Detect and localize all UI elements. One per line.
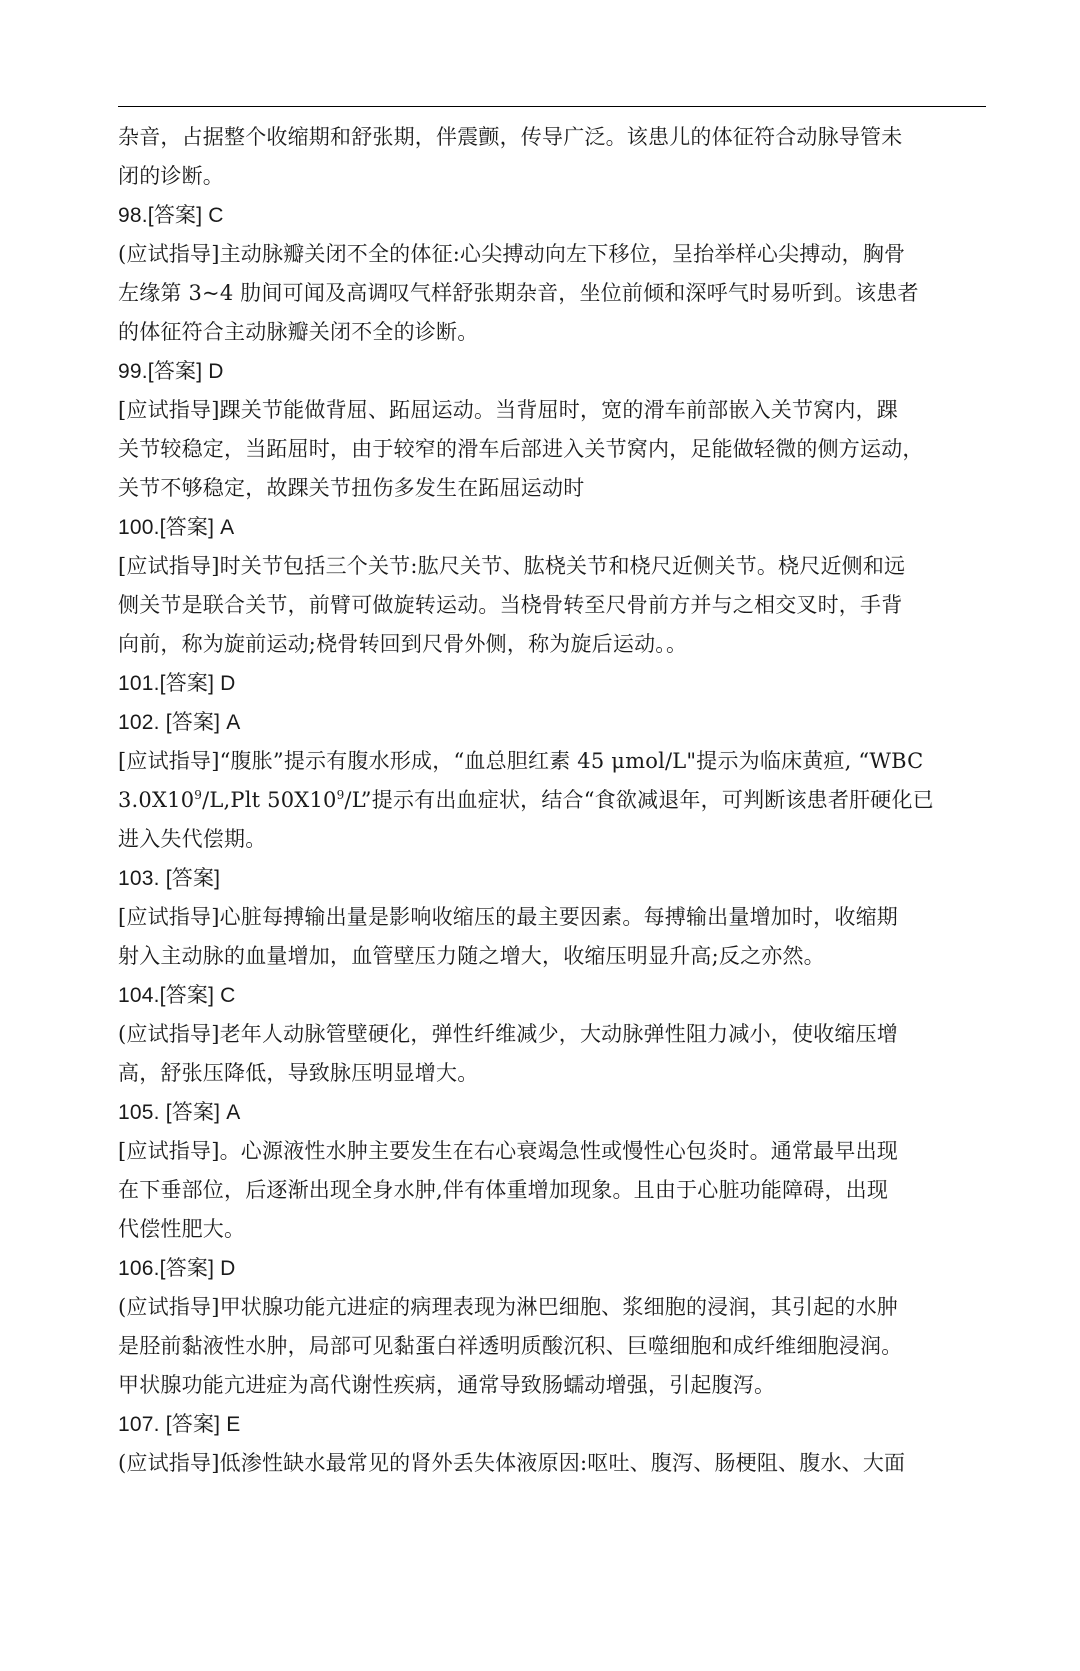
answer-heading: 98.[答案] C: [118, 204, 224, 227]
text-line: 关节较稳定，当跖屈时，由于较窄的滑车后部进入关节窝内，足能做轻微的侧方运动，: [118, 437, 924, 461]
text-line: 闭的诊断。: [118, 164, 224, 188]
text-line: [应试指导]。心源液性水肿主要发生在右心衰竭急性或慢性心包炎时。通常最早出现: [118, 1139, 898, 1163]
text-line: 进入失代偿期。: [118, 827, 267, 851]
text-line: 向前，称为旋前运动;桡骨转回到尺骨外侧，称为旋后运动。。: [118, 632, 688, 656]
text-line: [应试指导]“腹胀”提示有腹水形成，“血总胆红素 45 μmol/L"提示为临床黄疸, “WBC: [118, 749, 924, 773]
text-line: 甲状腺功能亢进症为高代谢性疾病，通常导致肠蠕动增强，引起腹泻。: [118, 1373, 776, 1397]
answer-heading: 107. [答案] E: [118, 1413, 241, 1436]
superscript: 9: [194, 788, 203, 802]
answer-heading: 105. [答案] A: [118, 1101, 241, 1124]
text-line: 关节不够稳定，故踝关节扭伤多发生在跖屈运动时: [118, 476, 585, 500]
text-line: 杂音，占据整个收缩期和舒张期，伴震颤，传导广泛。该患儿的体征符合动脉导管未: [118, 125, 903, 149]
text-segment: 3.0X10: [118, 788, 195, 812]
header-rule: [118, 106, 986, 107]
text-line: [118, 781, 986, 820]
text-line: 射入主动脉的血量增加，血管壁压力随之增大，收缩压明显升高;反之亦然。: [118, 944, 825, 968]
answer-heading: 104.[答案] C: [118, 984, 236, 1007]
text-line: (应试指导]甲状腺功能亢进症的病理表现为淋巴细胞、浆细胞的浸润，其引起的水肿: [118, 1295, 898, 1319]
answer-heading: 101.[答案] D: [118, 672, 236, 695]
superscript: 9: [336, 788, 345, 802]
answer-heading: 102. [答案] A: [118, 711, 241, 734]
text-line: [应试指导]心脏每搏输出量是影响收缩压的最主要因素。每搏输出量增加时，收缩期: [118, 905, 898, 929]
answer-heading: 103. [答案]: [118, 867, 221, 890]
text-line: (应试指导]老年人动脉管壁硬化，弹性纤维减少，大动脉弹性阻力减小，使收缩压增: [118, 1022, 898, 1046]
answer-heading: 99.[答案] D: [118, 360, 224, 383]
text-line: 高，舒张压降低，导致脉压明显增大。: [118, 1061, 479, 1085]
text-line: 在下垂部位，后逐渐出现全身水肿,伴有体重增加现象。且由于心脏功能障碍，出现: [118, 1178, 889, 1202]
text-segment: /L,Plt 50X10: [202, 788, 337, 812]
text-line: (应试指导]主动脉瓣关闭不全的体征:心尖搏动向左下移位，呈抬举样心尖搏动，胸骨: [118, 242, 906, 266]
text-line: 侧关节是联合关节，前臂可做旋转运动。当桡骨转至尺骨前方并与之相交叉时，手背: [118, 593, 903, 617]
document-body: [118, 118, 986, 1483]
text-line: [应试指导]时关节包括三个关节:肱尺关节、肱桡关节和桡尺近侧关节。桡尺近侧和远: [118, 554, 906, 578]
text-segment: /L”提示有出血症状，结合“食欲减退年，可判断该患者肝硬化已: [344, 788, 934, 812]
text-line: (应试指导]低渗性缺水最常见的肾外丢失体液原因:呕吐、腹泻、肠梗阻、腹水、大面: [118, 1451, 906, 1475]
answer-heading: 106.[答案] D: [118, 1257, 236, 1280]
text-line: 左缘第 3~4 肋间可闻及高调叹气样舒张期杂音，坐位前倾和深呼气时易听到。该患者: [118, 281, 919, 305]
text-line: 代偿性肥大。: [118, 1217, 246, 1241]
answer-heading: 100.[答案] A: [118, 516, 235, 539]
text-line: 是胫前黏液性水肿，局部可见黏蛋白祥透明质酸沉积、巨噬细胞和成纤维细胞浸润。: [118, 1334, 903, 1358]
text-line: [应试指导]踝关节能做背屈、跖屈运动。当背屈时，宽的滑车前部嵌入关节窝内，踝: [118, 398, 898, 422]
text-line: 的体征符合主动脉瓣关闭不全的诊断。: [118, 320, 479, 344]
